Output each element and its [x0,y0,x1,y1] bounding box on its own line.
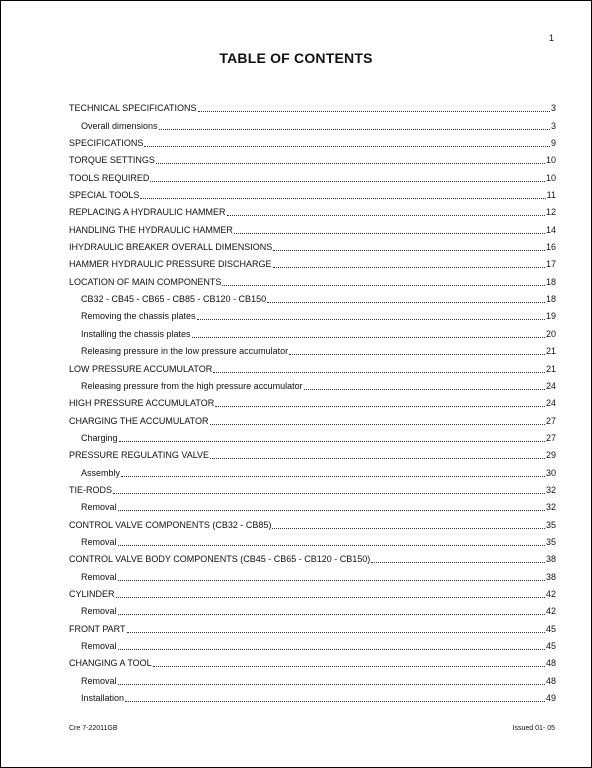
toc-entry[interactable] [69,253,556,270]
toc-subentry[interactable] [69,427,556,444]
toc-dot-leader [118,509,545,511]
toc-entry-label: CYLINDER [69,588,115,599]
toc-entry-label: Removing the chassis plates [81,311,196,322]
toc-entry-page: 27 [545,415,556,426]
toc-dot-leader [371,561,545,563]
toc-dot-leader [140,197,545,199]
toc-entry-label: Removal [81,571,117,582]
toc-entry-label: TORQUE SETTINGS [69,155,155,166]
toc-entry-label: Removal [81,606,117,617]
toc-entry-page: 11 [546,190,556,201]
toc-entry-label: LOCATION OF MAIN COMPONENTS [69,276,222,287]
toc-dot-leader [197,318,545,320]
toc-entry-label: Releasing pressure from the high pressure accumulator [81,380,303,391]
toc-entry[interactable] [69,479,556,496]
toc-subentry[interactable] [69,687,556,704]
toc-dot-leader [267,301,545,303]
toc-entry-label: Overall dimensions [81,120,158,131]
toc-dot-leader [156,162,545,164]
toc-entry-label: Removal [81,675,117,686]
toc-entry-label: Removal [81,502,117,513]
footer-issue-date: Issued 01- 05 [512,725,555,732]
toc-entry[interactable] [69,409,556,426]
toc-entry-page: 18 [545,276,556,287]
toc-entry-label: Releasing pressure in the low pressure accumulator [81,346,289,357]
toc-entry[interactable] [69,97,556,114]
toc-subentry[interactable] [69,600,556,617]
toc-entry-page: 20 [545,328,556,339]
toc-dot-leader [210,457,545,459]
toc-entry-page: 27 [545,432,556,443]
toc-entry[interactable] [69,444,556,461]
toc-dot-leader [159,128,550,130]
toc-entry-page: 17 [545,259,556,270]
toc-entry-page: 10 [545,172,556,183]
toc-entry-page: 3 [550,103,556,114]
toc-entry-page: 49 [545,693,556,704]
toc-subentry[interactable] [69,496,556,513]
toc-dot-leader [121,475,545,477]
toc-dot-leader [198,110,550,112]
toc-entry-page: 48 [545,675,556,686]
toc-entry-page: 29 [545,450,556,461]
toc-dot-leader [273,266,545,268]
toc-dot-leader [118,683,545,685]
toc-dot-leader [222,284,545,286]
toc-entry-page: 32 [545,484,556,495]
toc-subentry[interactable] [69,461,556,478]
toc-entry-page: 16 [545,242,556,253]
toc-entry-page: 12 [545,207,556,218]
toc-entry-label: SPECIFICATIONS [69,138,144,149]
toc-dot-leader [118,579,545,581]
toc-entry-page: 10 [545,155,556,166]
toc-entry-page: 42 [545,606,556,617]
toc-subentry[interactable] [69,531,556,548]
toc-subentry[interactable] [69,565,556,582]
toc-entry-page: 35 [545,536,556,547]
toc-dot-leader [215,405,545,407]
toc-dot-leader [192,336,545,338]
toc-dot-leader [113,492,545,494]
page-title: TABLE OF CONTENTS [219,50,373,66]
toc-entry[interactable] [69,583,556,600]
toc-entry-label: Assembly [81,467,121,478]
toc-entry[interactable] [69,132,556,149]
toc-subentry[interactable] [69,114,556,131]
toc-entry-page: 19 [545,311,556,322]
toc-entry-label: Removal [81,536,117,547]
toc-subentry[interactable] [69,305,556,322]
toc-subentry[interactable] [69,288,556,305]
toc-entry[interactable] [69,652,556,669]
toc-entry[interactable] [69,236,556,253]
toc-entry-page: 18 [545,294,556,305]
toc-entry-page: 42 [545,588,556,599]
toc-entry-label: TECHNICAL SPECIFICATIONS [69,103,197,114]
toc-entry-label: Installing the chassis plates [81,328,191,339]
toc-entry[interactable] [69,166,556,183]
toc-entry-page: 30 [545,467,556,478]
toc-entry-label: CB32 - CB45 - CB65 - CB85 - CB120 - CB150 [81,294,267,305]
toc-entry-page: 45 [545,641,556,651]
toc-entry-label: PRESSURE REGULATING VALVE [69,450,210,461]
toc-entry-label: Installation [81,693,125,704]
toc-subentry[interactable] [69,635,556,652]
toc-dot-leader [125,700,545,702]
toc-entry-label: FRONT PART [69,623,126,634]
toc-entry-label: Removal [81,641,117,651]
toc-entry-page: 24 [545,380,556,391]
toc-entry-label: HIGH PRESSURE ACCUMULATOR [69,398,215,409]
toc-entry-label: CONTROL VALVE COMPONENTS (CB32 - CB85) [69,519,272,530]
toc-entry[interactable] [69,201,556,218]
toc-entry-page: 38 [545,571,556,582]
toc-entry[interactable] [69,149,556,166]
toc-dot-leader [153,665,545,667]
toc-dot-leader [273,249,545,251]
toc-entry-label: TIE-RODS [69,484,113,495]
toc-entry-page: 14 [545,224,556,235]
toc-entry-page: 35 [545,519,556,530]
toc-entry-page: 3 [550,120,556,131]
toc-subentry[interactable] [69,340,556,357]
toc-entry-label: CONTROL VALVE BODY COMPONENTS (CB45 - CB65 - CB120 - CB150) [69,554,371,565]
toc-entry-page: 21 [545,363,556,374]
toc-entry[interactable] [69,270,556,287]
toc-dot-leader [127,631,545,633]
toc-dot-leader [118,648,545,650]
toc-entry-label: SPECIAL TOOLS [69,190,140,201]
table-of-contents [69,97,556,704]
toc-subentry[interactable] [69,375,556,392]
toc-subentry[interactable] [69,669,556,686]
toc-entry[interactable] [69,513,556,530]
toc-entry-label: IHYDRAULIC BREAKER OVERALL DIMENSIONS [69,242,273,253]
footer-document-code: Cre 7-22011GB [69,725,118,732]
toc-dot-leader [119,440,545,442]
toc-entry-page: 38 [545,554,556,565]
toc-dot-leader [144,145,550,147]
toc-entry-page: 9 [550,138,556,149]
toc-entry[interactable] [69,548,556,565]
toc-entry-label: HANDLING THE HYDRAULIC HAMMER [69,224,233,235]
toc-entry-label: CHANGING A TOOL [69,658,152,669]
toc-dot-leader [289,353,545,355]
toc-entry-label: TOOLS REQUIRED [69,172,150,183]
toc-entry[interactable] [69,357,556,374]
page-number: 1 [549,33,555,43]
toc-entry-page: 21 [545,346,556,357]
toc-dot-leader [213,371,545,373]
toc-entry-label: CHARGING THE ACCUMULATOR [69,415,209,426]
toc-dot-leader [150,180,545,182]
toc-dot-leader [210,423,545,425]
toc-dot-leader [304,388,545,390]
toc-entry[interactable] [69,218,556,235]
toc-dot-leader [118,613,545,615]
toc-entry-label: HAMMER HYDRAULIC PRESSURE DISCHARGE [69,259,272,270]
toc-dot-leader [234,232,545,234]
toc-entry[interactable] [69,617,556,634]
toc-entry-label: Charging [81,432,118,443]
toc-dot-leader [118,544,545,546]
toc-entry-page: 45 [545,623,556,634]
toc-entry-page: 32 [545,502,556,513]
toc-entry-label: REPLACING A HYDRAULIC HAMMER [69,207,226,218]
toc-entry[interactable] [69,184,556,201]
toc-dot-leader [116,596,545,598]
toc-entry-page: 48 [545,658,556,669]
toc-subentry[interactable] [69,322,556,339]
toc-entry[interactable] [69,392,556,409]
toc-dot-leader [227,214,545,216]
toc-entry-label: LOW PRESSURE ACCUMULATOR [69,363,213,374]
toc-dot-leader [272,527,545,529]
toc-entry-page: 24 [545,398,556,409]
